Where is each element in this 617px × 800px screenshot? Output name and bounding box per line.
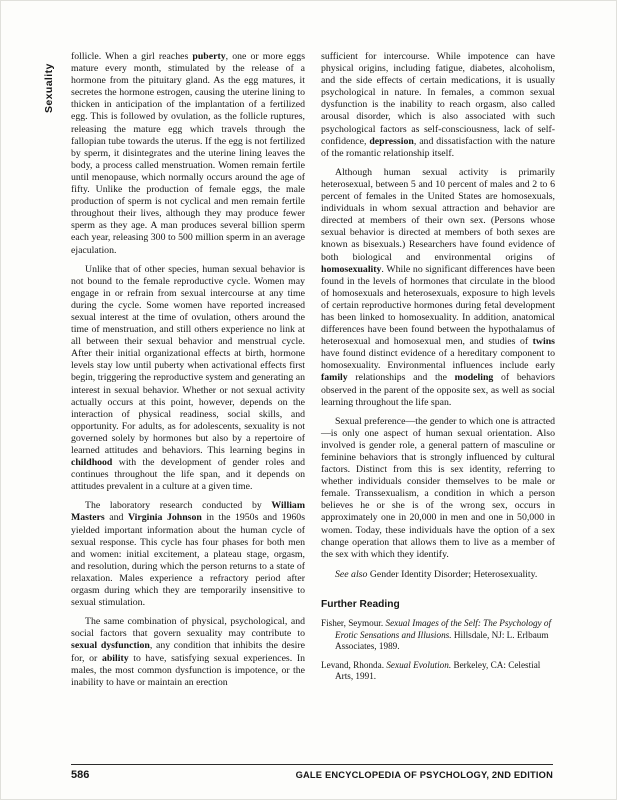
heading: Further Reading (321, 598, 400, 610)
paragraph: The same combination of physical, psychological, and social factors that govern sexuality may contribute to sexual dysfunction, any condition that inhibits the desire for, or ability to have, satisfying sexual experiences. In males, the most common dysfunction is impotence, or the inability to have or maintain an erection (71, 616, 306, 688)
right-column (321, 51, 555, 696)
paragraph: Unlike that of other species, human sexual behavior is not bound to the female reproductive cycle. Women may engage in or refrain from sexual intercourse at any time during the cycle. Some women have reported increased sexual interest at the time of ovulation, others around the time of menstruation, and still others experience no link at all between their sexual behavior and menstrual cycle. After their initial organizational effects at birth, hormone levels stay low until puberty when activational effects first begin, triggering the reproductive system and generating an interest in sexual behavior. Whether or not sexual activity actually occurs at this point, however, depends on the interaction of physical readiness, social skills, and opportunity. For adults, as for adolescents, sexuality is not governed solely by hormones but also by a repertoire of learned attitudes and behaviors. This learning begins in childhood with the development of gender roles and continues throughout the life span, and it depends on attitudes prevalent in a culture at a given time. (71, 263, 305, 493)
paragraph: sufficient for intercourse. While impotence can have physical origins, including fatigue, diabetes, alcoholism, and the side effects of certain medications, it is usually psychological in nature. In females, a common sexual dysfunction is the inability to reach orgasm, also called arousal disorder, which is also associated with such psychological factors as self-consciousness, lack of self-confidence, depression, and dissatisfaction with the nature of the romantic relationship itself. (321, 51, 555, 159)
reference: Levand, Rhonda. Sexual Evolution. Berkeley, CA: Celestial Arts, 1991. (321, 659, 541, 682)
footer-title: GALE ENCYCLOPEDIA OF PSYCHOLOGY, 2ND EDITION (295, 770, 553, 780)
reference: Fisher, Seymour. Sexual Images of the Self: The Psychology of Erotic Sensations and Illusions. Hillsdale, NJ: L. Erlbaum Associates, 1989. (321, 618, 552, 652)
left-column (71, 51, 305, 696)
page-body (71, 51, 555, 696)
paragraph: The laboratory research conducted by William Masters and Virginia Johnson in the 1950s and 1960s yielded important information about the human cycle of sexual response. This cycle has four phases for both men and women: initial excitement, a plateau stage, orgasm, and resolution, during which the person returns to a state of relaxation. Males experience a refractory period after orgasm during which they are temporarily insensitive to sexual stimulation. (71, 500, 306, 609)
paragraph: follicle. When a girl reaches puberty, one or more eggs mature every month, stimulated by the release of a hormone from the pituitary gland. As the egg matures, it secretes the hormone estrogen, causing the uterine lining to thicken in anticipation of the implantation of a fertilized egg. This is followed by ovulation, as the follicle ruptures, releasing the mature egg which travels through the fallopian tube towards the uterus. If the egg is not fertilized by sperm, it disintegrates and the uterine lining leaves the body, a process called menstruation. Women remain fertile until menopause, which normally occurs around the age of fifty. Unlike the production of female eggs, the male production of sperm is not cyclical and men remain fertile throughout their lives, although they may produce fewer sperm as they age. A man produces several billion sperm each year, releasing 300 to 500 million sperm in an average ejaculation. (71, 51, 306, 256)
page-number: 586 (71, 769, 90, 781)
paragraph: Sexual preference—the gender to which one is attracted—is only one aspect of human sexual orientation. Also involved is gender role, a general pattern of masculine or feminine behaviors that is strongly influenced by cultural factors. Distinct from this is sex identity, referring to whether individuals consider themselves to be male or female. Transsexualism, a condition in which a person believes he or she is of the wrong sex, occurs in approximately one in 20,000 in men and one in 50,000 in women. Today, these individuals have the option of a sex change operation that allows them to live as a member of the sex with which they identify. (321, 415, 555, 560)
paragraph: Although human sexual activity is primarily heterosexual, between 5 and 10 percent of males and 2 to 6 percent of females in the United States are homosexuals, individuals in whom sexual attraction and behavior are directed at members of their own sex. (Persons whose sexual behavior is directed at members of both sexes are known as bisexuals.) Researchers have found evidence of both biological and environmental origins of homosexuality. While no significant differences have been found in the levels of hormones that circulate in the blood of homosexuals and heterosexuals, exposure to high levels of certain reproductive hormones during fetal development has been linked to homosexuality. In addition, anatomical differences have been found between the hypothalamus of heterosexual and homosexual men, and studies of twins have found distinct evidence of a hereditary component to homosexuality. Environmental influences include early family relationships and the modeling of behaviors observed in the parent of the opposite sex, as well as social learning throughout the life span. (321, 166, 555, 408)
see-also: See also Gender Identity Disorder; Heterosexuality. (335, 568, 538, 580)
margin-topic-label: Sexuality (43, 63, 55, 113)
page-footer (71, 764, 553, 781)
